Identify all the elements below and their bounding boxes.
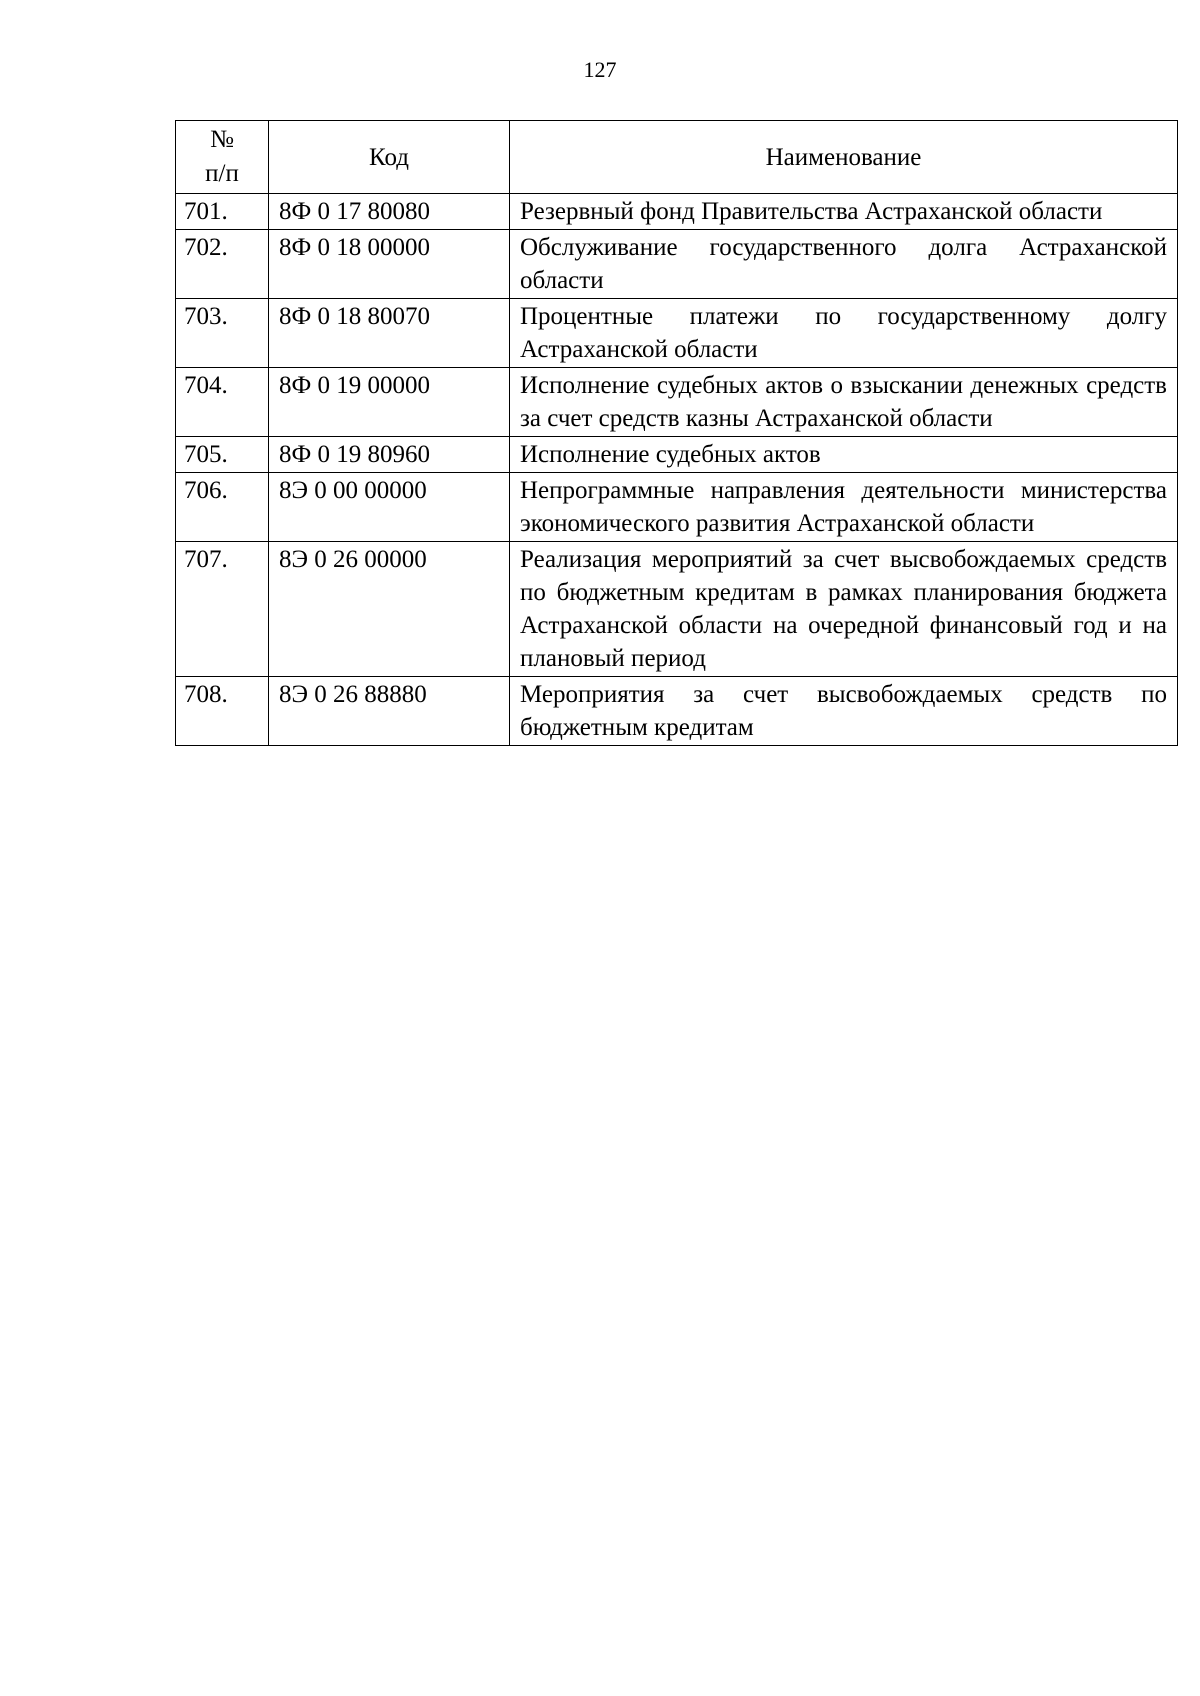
table-row: [176, 368, 1178, 437]
table-row: [176, 473, 1178, 542]
row-code: 8Ф 0 18 80070: [269, 299, 510, 368]
row-name: Непрограммные направления деятельности министерства экономического развития Астраханской области: [510, 473, 1178, 542]
row-name: Реализация мероприятий за счет высвобождаемых средств по бюджетным кредитам в рамках планирования бюджета Астраханской области на очередной финансовый год и на плановый период: [510, 542, 1178, 677]
row-number: 702.: [176, 230, 269, 299]
row-code: 8Э 0 26 00000: [269, 542, 510, 677]
row-name: Обслуживание государственного долга Астраханской области: [510, 230, 1178, 299]
row-number: 707.: [176, 542, 269, 677]
table-row: [176, 230, 1178, 299]
row-number: 705.: [176, 437, 269, 473]
row-name: Исполнение судебных актов о взыскании денежных средств за счет средств казны Астраханской области: [510, 368, 1178, 437]
row-code: 8Ф 0 19 00000: [269, 368, 510, 437]
row-number: 703.: [176, 299, 269, 368]
row-name: Исполнение судебных актов: [510, 437, 1178, 473]
row-code: 8Э 0 26 88880: [269, 677, 510, 746]
row-number: 708.: [176, 677, 269, 746]
row-code: 8Ф 0 18 00000: [269, 230, 510, 299]
table-row: [176, 437, 1178, 473]
row-code: 8Э 0 00 00000: [269, 473, 510, 542]
table-row: [176, 542, 1178, 677]
table-row: [176, 677, 1178, 746]
table-row: [176, 194, 1178, 230]
header-number-sign: №: [210, 126, 234, 153]
row-number: 706.: [176, 473, 269, 542]
header-number-abbrev: п/п: [205, 160, 239, 187]
row-code: 8Ф 0 19 80960: [269, 437, 510, 473]
header-name: Наименование: [510, 121, 1178, 194]
header-code: Код: [269, 121, 510, 194]
header-row-number: [176, 121, 269, 194]
budget-code-table: [175, 120, 1178, 746]
table-row: [176, 299, 1178, 368]
row-number: 704.: [176, 368, 269, 437]
table-header-row: [176, 121, 1178, 194]
row-name: Процентные платежи по государственному долгу Астраханской области: [510, 299, 1178, 368]
row-number: 701.: [176, 194, 269, 230]
row-name: Резервный фонд Правительства Астраханской области: [510, 194, 1178, 230]
page-number: 127: [583, 57, 617, 82]
row-code: 8Ф 0 17 80080: [269, 194, 510, 230]
row-name: Мероприятия за счет высвобождаемых средств по бюджетным кредитам: [510, 677, 1178, 746]
